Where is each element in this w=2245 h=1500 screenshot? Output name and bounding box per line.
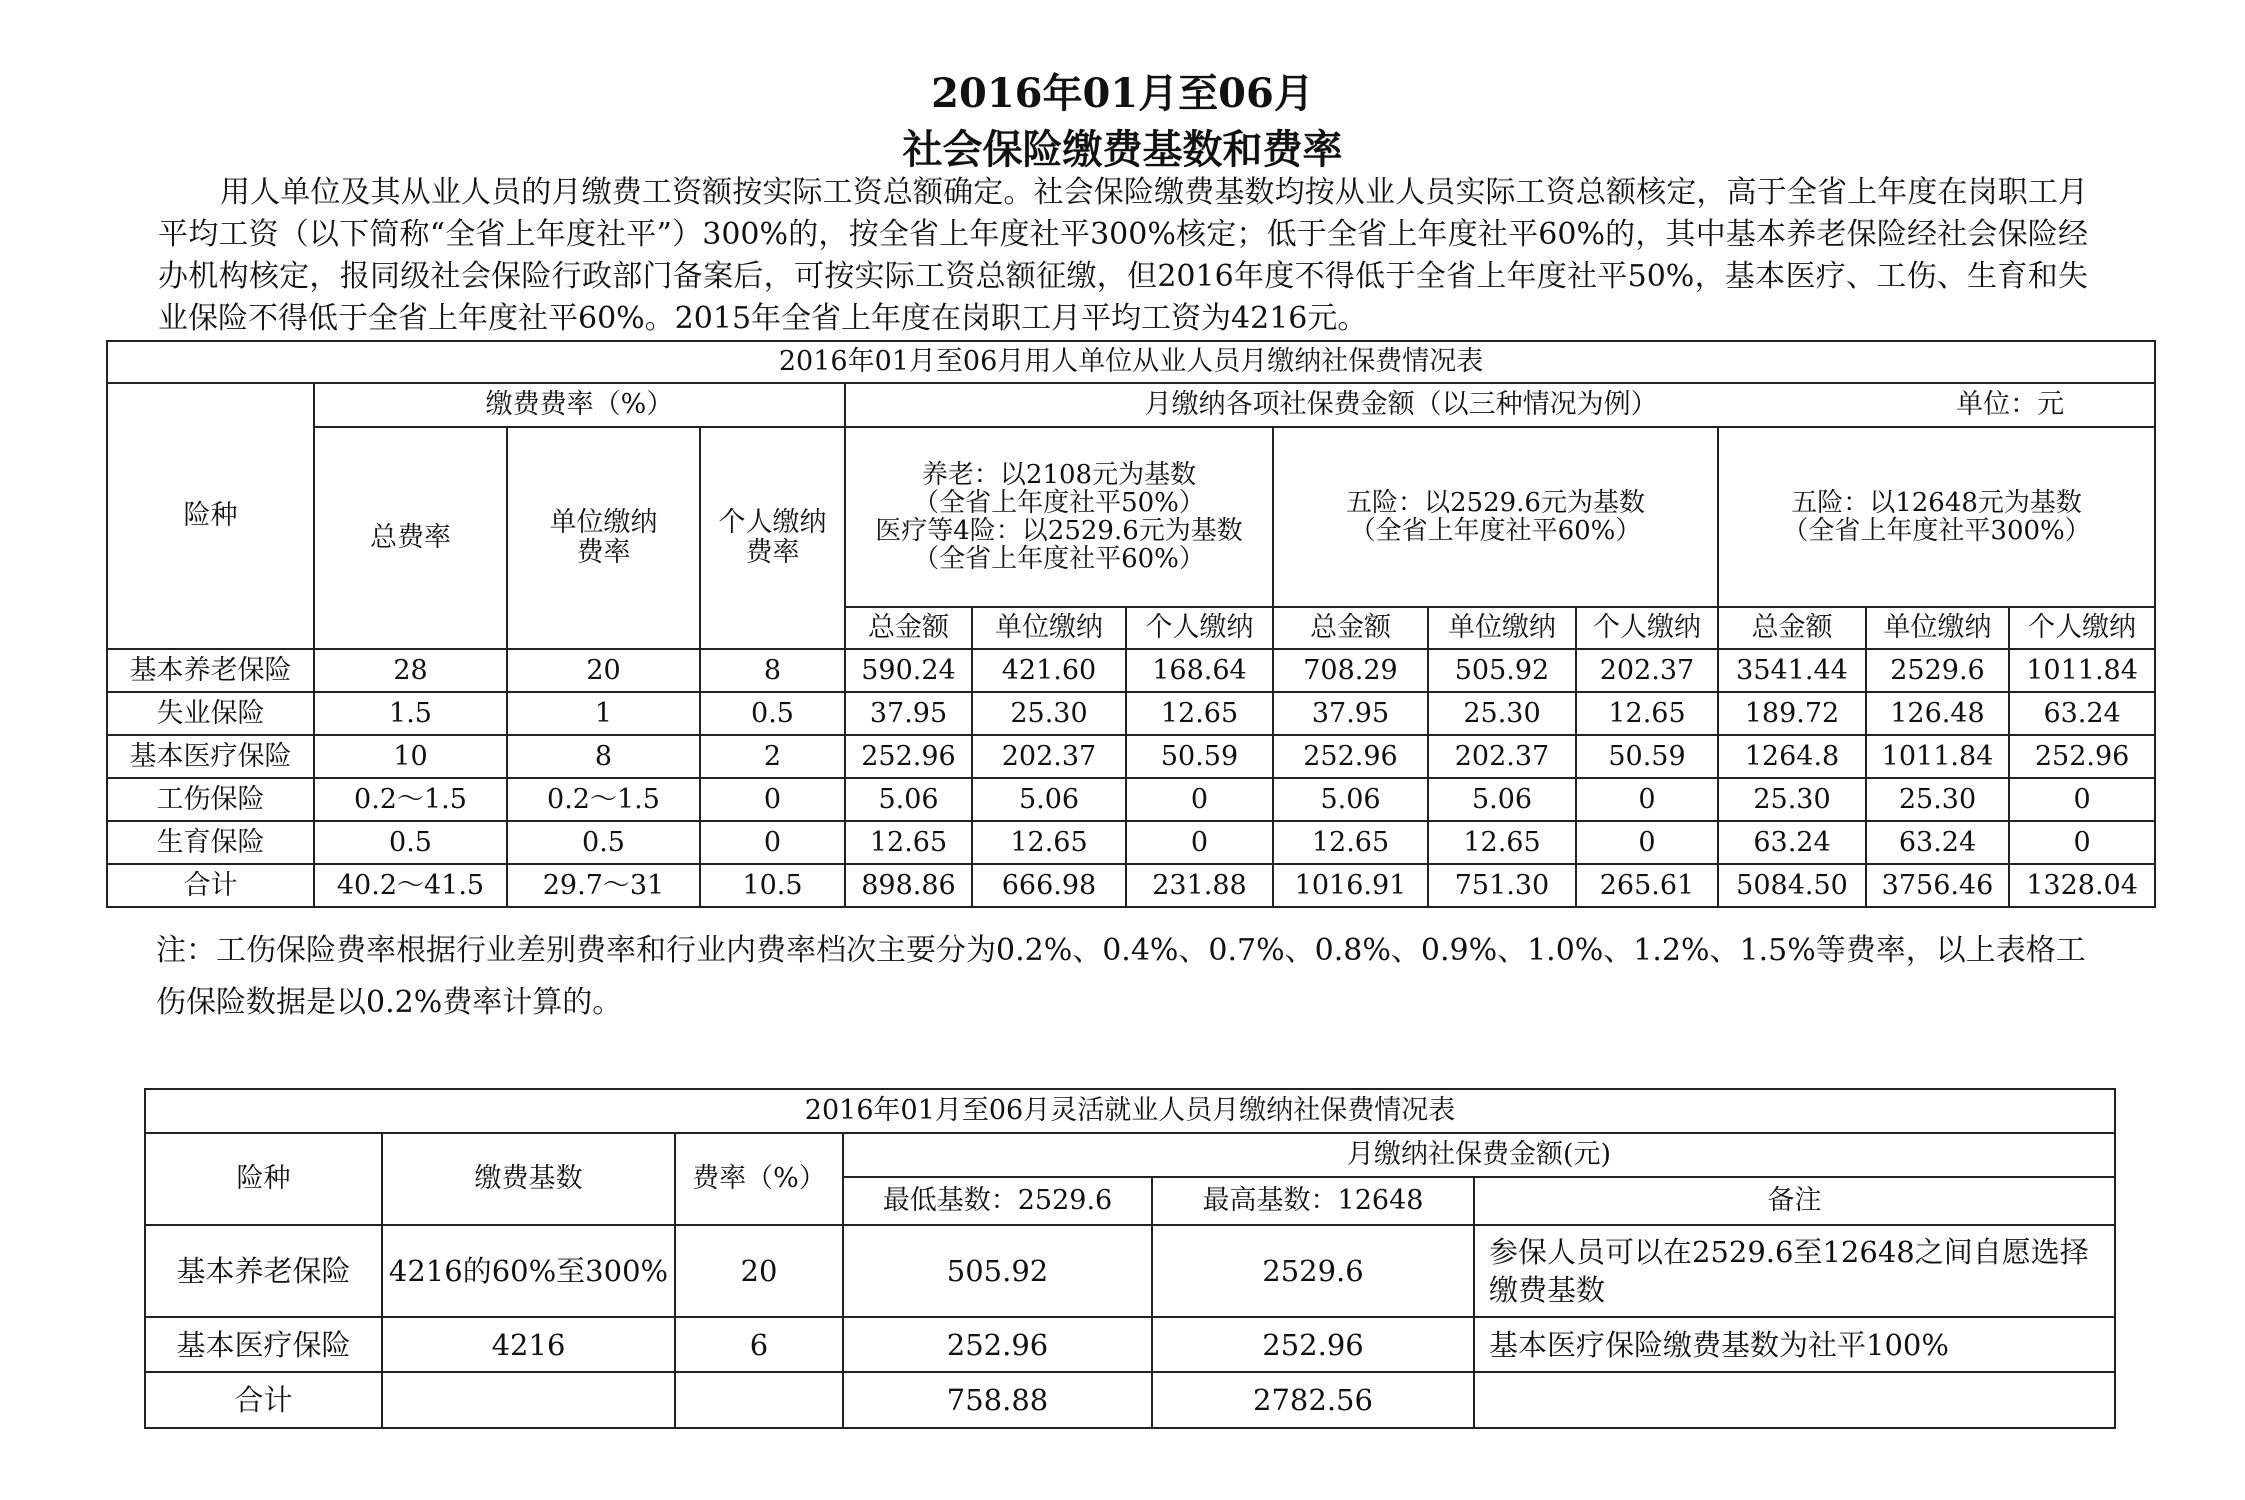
table1-cell: 8: [507, 735, 700, 778]
table2-row-label: 基本养老保险: [145, 1225, 382, 1317]
table2-col-base: 缴费基数: [382, 1133, 675, 1225]
table1-cell: 1016.91: [1273, 864, 1428, 907]
table1-cell: 0.2～1.5: [507, 778, 700, 821]
table2-row: [145, 1317, 2115, 1372]
table1-cell: 126.48: [1866, 692, 2009, 735]
table1-cell: 0.5: [507, 821, 700, 864]
table1-cell: 5.06: [845, 778, 972, 821]
table1-cell: 2529.6: [1866, 649, 2009, 692]
table1-cell: 231.88: [1126, 864, 1273, 907]
table1-cell: 3756.46: [1866, 864, 2009, 907]
table2-row-label: 合计: [145, 1372, 382, 1428]
table2-row-label: 基本医疗保险: [145, 1317, 382, 1372]
table1-cell: 265.61: [1576, 864, 1718, 907]
table1-cell: 202.37: [1428, 735, 1576, 778]
table1-cell: 0: [1576, 821, 1718, 864]
table1-cell: 202.37: [972, 735, 1126, 778]
table1-cell: 0: [1576, 778, 1718, 821]
table1-cell: 40.2～41.5: [314, 864, 507, 907]
table1-cell: 2: [700, 735, 845, 778]
table1-cell: 666.98: [972, 864, 1126, 907]
table1-cell: 1: [507, 692, 700, 735]
table1-cell: 421.60: [972, 649, 1126, 692]
table2-cell: 252.96: [1152, 1317, 1474, 1372]
table1-cell: 202.37: [1576, 649, 1718, 692]
table1-cell: 1011.84: [1866, 735, 2009, 778]
table1-cell: 12.65: [1576, 692, 1718, 735]
table1-cell: 12.65: [1428, 821, 1576, 864]
table1-note: 注：工伤保险费率根据行业差别费率和行业内费率档次主要分为0.2%、0.4%、0.7%、0.8%、0.9%、1.0%、1.2%、1.5%等费率，以上表格工伤保险数据是以0.2%费率计算的。: [156, 933, 2086, 1020]
table1-group-rate: 缴费费率（%）: [314, 383, 845, 427]
table2-caption: 2016年01月至06月灵活就业人员月缴纳社保费情况表: [145, 1089, 2115, 1133]
table1-cell: 63.24: [1866, 821, 2009, 864]
table1-group-amount: [845, 383, 2155, 427]
table1-cell: 505.92: [1428, 649, 1576, 692]
table1-row: [107, 735, 2155, 778]
table1-cell: 25.30: [1866, 778, 2009, 821]
table1-cell: 252.96: [1273, 735, 1428, 778]
table1-cell: 751.30: [1428, 864, 1576, 907]
case1-line1: 养老：以2108元为基数: [921, 460, 1197, 490]
table1-cell: 29.7～31: [507, 864, 700, 907]
table2-cell: 2782.56: [1152, 1372, 1474, 1428]
rate-unit-line1: 单位缴纳: [549, 507, 658, 538]
table2-cell: 20: [675, 1225, 843, 1317]
table1-case1: [845, 427, 1273, 607]
rate-unit-line2: 费率: [576, 537, 631, 568]
table1-col-type: 险种: [107, 383, 314, 649]
case1-line4: （全省上年度社平60%）: [913, 544, 1205, 574]
table1-cell: 63.24: [2009, 692, 2155, 735]
table1-cell: 0: [1126, 778, 1273, 821]
table2-col-remark: 备注: [1474, 1177, 2115, 1225]
table2-col-type: 险种: [145, 1133, 382, 1225]
table2-group-amount: 月缴纳社保费金额(元): [843, 1133, 2115, 1177]
table2-row: [145, 1225, 2115, 1317]
case1-sub-total: 总金额: [845, 607, 972, 649]
table1-row: [107, 649, 2155, 692]
case2-line1: 五险：以2529.6元为基数: [1346, 488, 1645, 518]
table1-cell: 3541.44: [1718, 649, 1866, 692]
table1-cell: 12.65: [1273, 821, 1428, 864]
table1-cell: 5.06: [1273, 778, 1428, 821]
table1-row-label: 失业保险: [107, 692, 314, 735]
table2-col-rate: 费率（%）: [675, 1133, 843, 1225]
table1-cell: 252.96: [845, 735, 972, 778]
employer-contribution-table: [106, 340, 2156, 908]
table2-cell: 2529.6: [1152, 1225, 1474, 1317]
table1-row-label: 基本医疗保险: [107, 735, 314, 778]
table1-cell: 1.5: [314, 692, 507, 735]
table1-amount-label: 月缴纳各项社保费金额（以三种情况为例）: [1144, 389, 1658, 420]
table1-cell: 10.5: [700, 864, 845, 907]
table1-cell: 12.65: [1126, 692, 1273, 735]
table1-row-label: 生育保险: [107, 821, 314, 864]
intro-paragraph: 用人单位及其从业人员的月缴费工资额按实际工资总额确定。社会保险缴费基数均按从业人员实际工资总额核定，高于全省上年度在岗职工月平均工资（以下简称“全省上年度社平”）300%的，按全省上年度社平300%核定；低于全省上年度社平60%的，其中基本养老保险经社会保险经办机构核定，报同级社会保险行政部门备案后，可按实际工资总额征缴，但2016年度不得低于全省上年度社平50%，基本医疗、工伤、生育和失业保险不得低于全省上年度社平60%。2015年全省上年度在岗职工月平均工资为4216元。: [158, 175, 2088, 336]
case3-sub-personal: 个人缴纳: [2009, 607, 2155, 649]
rate-personal-line1: 个人缴纳: [718, 507, 827, 538]
table1-cell: 252.96: [2009, 735, 2155, 778]
flexible-employment-table: [144, 1088, 2116, 1429]
table1-cell: 5.06: [1428, 778, 1576, 821]
case3-line2: （全省上年度社平300%）: [1782, 516, 2091, 546]
table1-cell: 590.24: [845, 649, 972, 692]
table1-row-label: 合计: [107, 864, 314, 907]
table1-cell: 25.30: [1718, 778, 1866, 821]
case2-sub-unit: 单位缴纳: [1428, 607, 1576, 649]
case2-sub-total: 总金额: [1273, 607, 1428, 649]
table2-col-min: 最低基数：2529.6: [843, 1177, 1152, 1225]
table1-cell: 0: [700, 821, 845, 864]
table2-cell: [382, 1372, 675, 1428]
table1-row-label: 工伤保险: [107, 778, 314, 821]
table1-row: [107, 692, 2155, 735]
page-subtitle: 社会保险缴费基数和费率: [902, 126, 1343, 173]
table2-remark-cell: 参保人员可以在2529.6至12648之间自愿选择缴费基数: [1474, 1225, 2115, 1317]
case3-line1: 五险：以12648元为基数: [1791, 488, 2082, 518]
table1-cell: 20: [507, 649, 700, 692]
case3-sub-total: 总金额: [1718, 607, 1866, 649]
table1-cell: 10: [314, 735, 507, 778]
table1-cell: 5084.50: [1718, 864, 1866, 907]
table1-row-label: 基本养老保险: [107, 649, 314, 692]
table1-cell: 898.86: [845, 864, 972, 907]
table1-caption: 2016年01月至06月用人单位从业人员月缴纳社保费情况表: [107, 341, 2155, 383]
case1-sub-personal: 个人缴纳: [1126, 607, 1273, 649]
table1-cell: 0: [2009, 821, 2155, 864]
table1-row: [107, 864, 2155, 907]
table2-cell: 758.88: [843, 1372, 1152, 1428]
table2-cell: 252.96: [843, 1317, 1152, 1372]
case3-sub-unit: 单位缴纳: [1866, 607, 2009, 649]
table1-cell: 1011.84: [2009, 649, 2155, 692]
table1-cell: 28: [314, 649, 507, 692]
table2-row: [145, 1372, 2115, 1428]
table1-cell: 168.64: [1126, 649, 1273, 692]
table1-rate-total: 总费率: [314, 427, 507, 649]
table1-cell: 0.5: [700, 692, 845, 735]
table1-unit: 单位：元: [1956, 389, 2065, 420]
table1-cell: 25.30: [1428, 692, 1576, 735]
page-title: 2016年01月至06月: [931, 70, 1314, 117]
rate-personal-line2: 费率: [745, 537, 800, 568]
table1-cell: 37.95: [845, 692, 972, 735]
table1-cell: 50.59: [1576, 735, 1718, 778]
table1-cell: 708.29: [1273, 649, 1428, 692]
table2-cell: 6: [675, 1317, 843, 1372]
case2-line2: （全省上年度社平60%）: [1349, 516, 1642, 546]
case1-sub-unit: 单位缴纳: [972, 607, 1126, 649]
case1-line3: 医疗等4险：以2529.6元为基数: [875, 516, 1243, 546]
table1-cell: 5.06: [972, 778, 1126, 821]
table2-col-max: 最高基数：12648: [1152, 1177, 1474, 1225]
table2-cell: 4216的60%至300%: [382, 1225, 675, 1317]
table2-cell: 4216: [382, 1317, 675, 1372]
table1-cell: 189.72: [1718, 692, 1866, 735]
table2-cell: [675, 1372, 843, 1428]
table1-cell: 0.2～1.5: [314, 778, 507, 821]
table1-rate-personal: [700, 427, 845, 649]
table1-case2: [1273, 427, 1718, 607]
table1-rate-unit: [507, 427, 700, 649]
table1-cell: 12.65: [972, 821, 1126, 864]
table1-cell: 25.30: [972, 692, 1126, 735]
table2-cell: 505.92: [843, 1225, 1152, 1317]
table1-cell: 37.95: [1273, 692, 1428, 735]
table1-cell: 12.65: [845, 821, 972, 864]
table1-cell: 0.5: [314, 821, 507, 864]
table1-case3: [1718, 427, 2155, 607]
table1-cell: 1264.8: [1718, 735, 1866, 778]
table1-cell: 63.24: [1718, 821, 1866, 864]
table1-row: [107, 778, 2155, 821]
case1-line2: （全省上年度社平50%）: [913, 488, 1205, 518]
table1-cell: 50.59: [1126, 735, 1273, 778]
table1-cell: 0: [2009, 778, 2155, 821]
table1-cell: 0: [700, 778, 845, 821]
table2-remark-cell: [1474, 1372, 2115, 1428]
table1-cell: 0: [1126, 821, 1273, 864]
table1-cell: 8: [700, 649, 845, 692]
table2-remark-cell: 基本医疗保险缴费基数为社平100%: [1474, 1317, 2115, 1372]
table1-cell: 1328.04: [2009, 864, 2155, 907]
table1-row: [107, 821, 2155, 864]
case2-sub-personal: 个人缴纳: [1576, 607, 1718, 649]
